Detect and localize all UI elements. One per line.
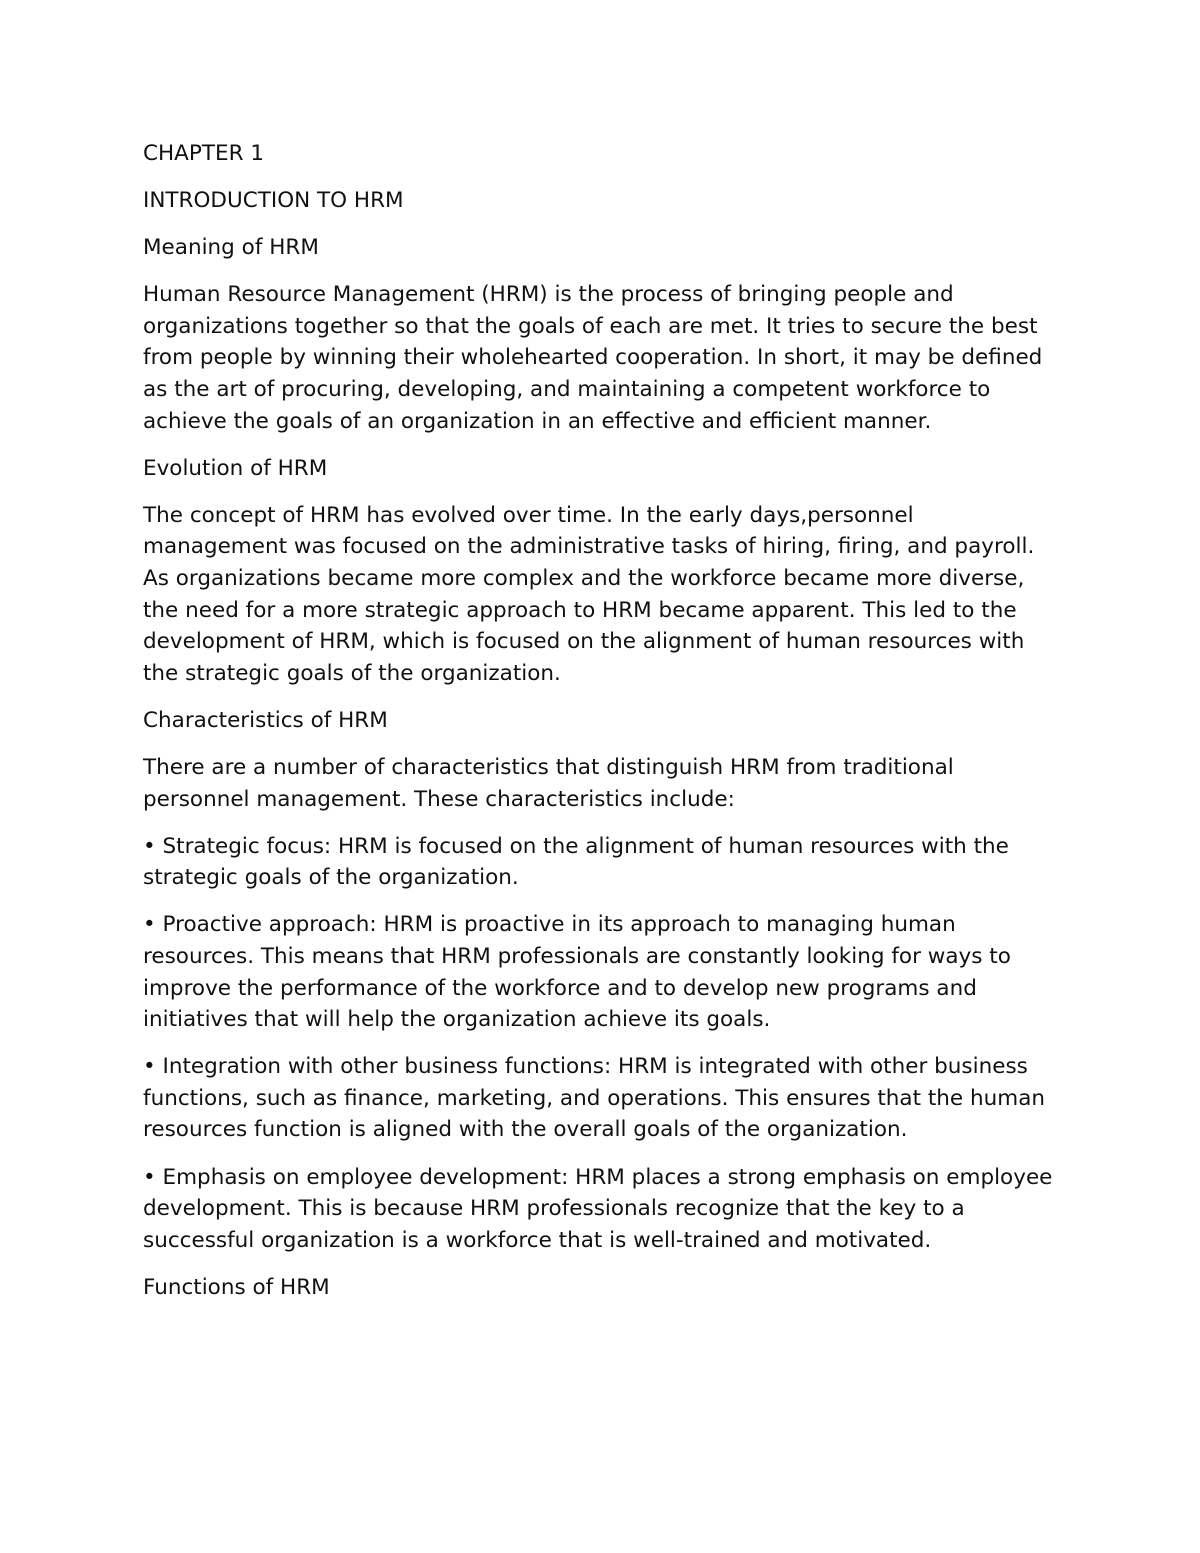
section-heading-meaning: Meaning of HRM bbox=[143, 235, 319, 261]
chapter-label: CHAPTER 1 bbox=[143, 141, 265, 166]
section-heading-characteristics: Characteristics of HRM bbox=[143, 707, 388, 733]
bullet-proactive-approach: • Proactive approach: HRM is proactive in its approach to managing human resources. This means that HRM professionals are constantly looking for ways to improve the performance of the workforce and to develop new programs and initiatives that will help the organization achieve its goals. bbox=[143, 912, 1011, 1033]
bullet-employee-development: • Emphasis on employee development: HRM places a strong emphasis on employee development. This is because HRM professionals recognize that the key to a successful organization is a workforce that is well-trained and motivated. bbox=[143, 1164, 1053, 1253]
document-page bbox=[143, 138, 1063, 1319]
paragraph-characteristics-intro: There are a number of characteristics that distinguish HRM from traditional personnel management. These characteristics include: bbox=[143, 755, 954, 812]
section-heading-functions: Functions of HRM bbox=[143, 1274, 330, 1300]
bullet-strategic-focus: • Strategic focus: HRM is focused on the alignment of human resources with the strategic goals of the organization. bbox=[143, 833, 1009, 891]
section-heading-evolution: Evolution of HRM bbox=[143, 455, 328, 481]
bullet-integration: • Integration with other business functions: HRM is integrated with other business functions, such as finance, marketing, and operations. This ensures that the human resources function is aligned with the overall goals of the organization. bbox=[143, 1054, 1045, 1143]
paragraph-evolution: The concept of HRM has evolved over time. In the early days,personnel management was focused on the administrative tasks of hiring, firing, and payroll. As organizations became more complex and the workforce became more diverse, the need for a more strategic approach to HRM became apparent. This led to the development of HRM, which is focused on the alignment of human resources with the strategic goals of the organization. bbox=[143, 502, 1035, 686]
chapter-title: INTRODUCTION TO HRM bbox=[143, 188, 404, 214]
paragraph-meaning: Human Resource Management (HRM) is the process of bringing people and organizations together so that the goals of each are met. It tries to secure the best from people by winning their wholehearted cooperation. In short, it may be defined as the art of procuring, developing, and maintaining a competent workforce to achieve the goals of an organization in an effective and efficient manner. bbox=[143, 282, 1043, 434]
